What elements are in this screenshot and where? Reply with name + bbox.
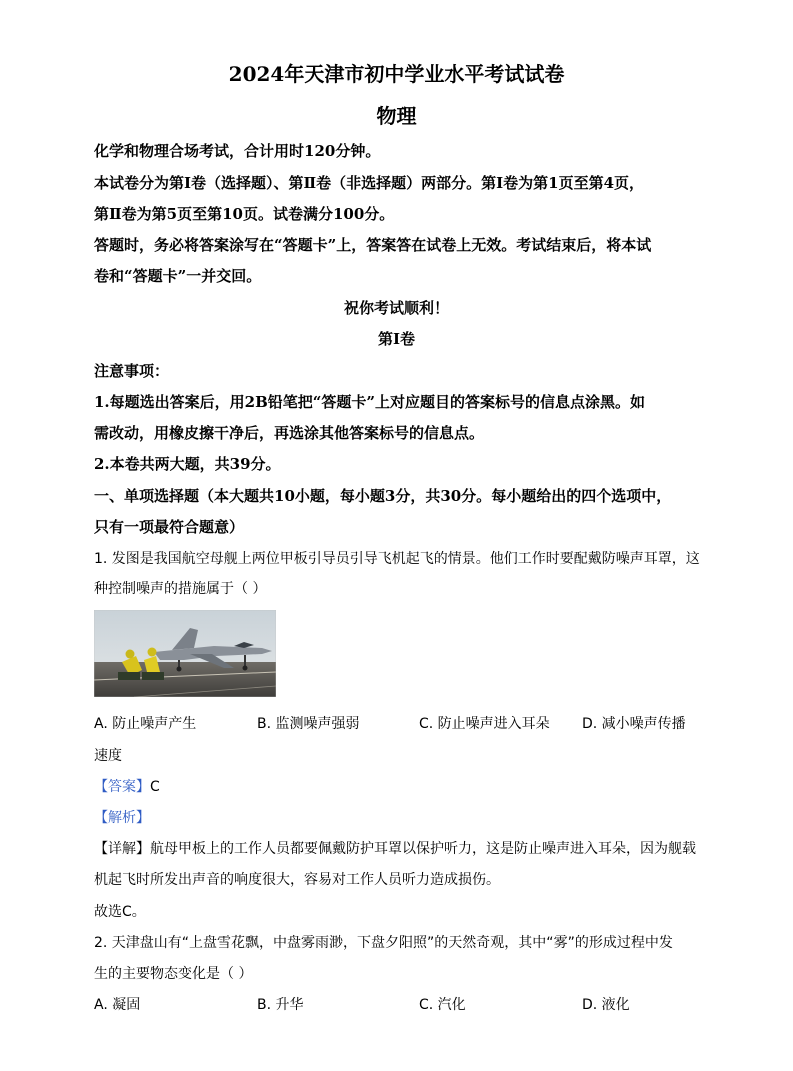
subject-title: 物理 [376,104,417,128]
q2-option-a: A. 凝固 [94,997,141,1013]
q2-option-c: C. 汽化 [419,997,466,1013]
q1-detail-line-1 [94,838,696,858]
intro-line-5: 卷和“答题卡”一并交回。 [94,267,262,285]
section-1-heading-line-1: 一、单项选择题（本大题共10小题，每小题3分，共30分。每小题给出的四个选项中， [94,487,672,505]
notes-item-2: 2.本卷共两大题，共39分。 [94,455,281,473]
notes-item-1-line-1: 1.每题选出答案后，用2B铅笔把“答题卡”上对应题目的答案标号的信息点涂黑。如 [94,393,646,411]
q1-option-d: D. 减小噪声传播 [582,716,686,732]
intro-line-2: 本试卷分为第Ⅰ卷（选择题）、第Ⅱ卷（非选择题）两部分。第Ⅰ卷为第1页至第4页， [94,174,645,192]
q1-option-a: A. 防止噪声产生 [94,716,197,732]
q1-option-d-continued: 速度 [94,748,122,764]
volume-heading: 第Ⅰ卷 [377,330,416,348]
notes-heading: 注意事项： [94,362,170,380]
q2-stem-line-2: 生的主要物态变化是（ ） [94,966,253,982]
q2-stem-line-1: 2. 天津盘山有“上盘雪花飘，中盘雾雨渺，下盘夕阳照”的天然奇观，其中“雾”的形成过程中发 [94,935,673,951]
q1-conclusion: 故选C。 [94,904,146,920]
q2-option-b: B. 升华 [257,997,304,1013]
q2-option-d: D. 液化 [582,997,630,1013]
q1-option-b: B. 监测噪声强弱 [257,716,360,732]
aircraft-photo-illustration [94,610,276,697]
answer-value: C [150,779,160,795]
aircraft-carrier-photo [94,610,276,697]
q1-stem-line-1: 1. 发图是我国航空母舰上两位甲板引导员引导飞机起飞的情景。他们工作时要配戴防噪声耳罩，这 [94,551,700,567]
notes-item-1-line-2: 需改动，用橡皮擦干净后，再选涂其他答案标号的信息点。 [94,424,485,442]
analysis-tag: 【解析】 [94,810,150,826]
q1-stem-line-2: 种控制噪声的措施属于（ ） [94,581,267,597]
blessing-text: 祝你考试顺利！ [343,299,449,317]
q1-option-c: C. 防止噪声进入耳朵 [419,716,550,732]
q1-detail-line-2: 机起飞时所发出声音的响度很大，容易对工作人员听力造成损伤。 [94,872,500,888]
section-1-heading-line-2: 只有一项最符合题意） [94,518,245,536]
detail-tag: 【详解】 [94,841,150,857]
intro-line-3: 第Ⅱ卷为第5页至第10页。试卷满分100分。 [94,205,395,223]
intro-line-1: 化学和物理合场考试，合计用时120分钟。 [94,142,381,160]
answer-tag: 【答案】 [94,779,150,795]
q1-answer [94,776,160,796]
detail-text-1: 航母甲板上的工作人员都要佩戴防护耳罩以保护听力，这是防止噪声进入耳朵，因为舰载 [150,841,696,857]
exam-title: 2024年天津市初中学业水平考试试卷 [228,62,565,86]
intro-line-4: 答题时，务必将答案涂写在“答题卡”上，答案答在试卷上无效。考试结束后，将本试 [94,236,652,254]
